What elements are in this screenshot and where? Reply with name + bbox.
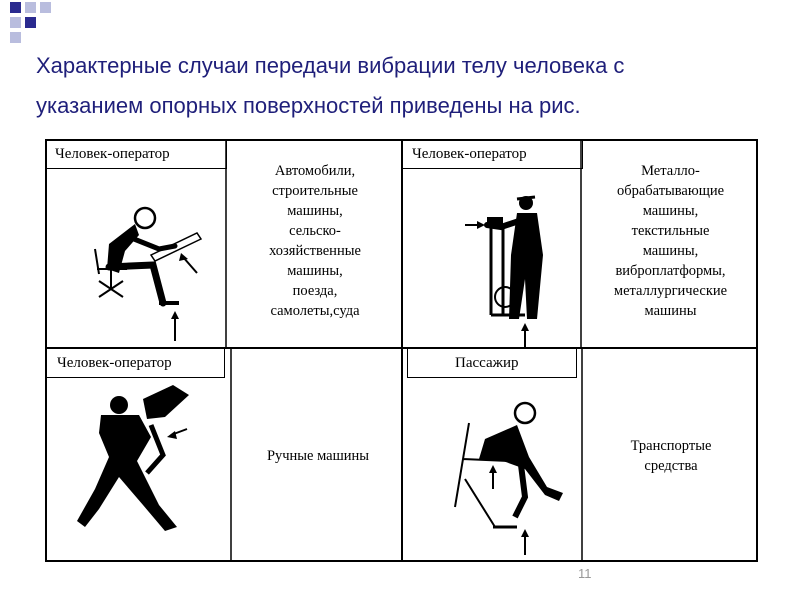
deco-square bbox=[40, 2, 51, 13]
slide-title bbox=[36, 46, 776, 126]
passenger-leg bbox=[515, 465, 525, 517]
deco-square bbox=[25, 2, 36, 13]
operator-head bbox=[135, 208, 155, 228]
tool-bit bbox=[147, 425, 163, 473]
cell-1-header: Человек-оператор bbox=[55, 146, 170, 162]
deco-square bbox=[25, 17, 36, 28]
operator-head bbox=[110, 396, 128, 414]
title-line-2: указанием опорных поверхностей приведены на рис. bbox=[36, 93, 581, 118]
cell-2-description: Металло- обрабатывающие машины, текстильные машины, виброплатформы, металлургические машины bbox=[613, 163, 728, 319]
seated-operator-illustration bbox=[47, 169, 227, 349]
cell-4-header: Пассажир bbox=[455, 355, 519, 371]
cell-2-header: Человек-оператор bbox=[412, 146, 527, 162]
deco-square bbox=[10, 32, 21, 43]
page-number: 11 bbox=[578, 566, 592, 581]
passenger-illustration bbox=[405, 377, 583, 557]
hand-tool-operator-illustration bbox=[47, 377, 231, 557]
corner-decoration bbox=[0, 0, 60, 40]
seat bbox=[97, 269, 127, 297]
deco-square bbox=[10, 17, 21, 28]
hand-tool bbox=[143, 385, 189, 419]
seat-back bbox=[95, 249, 99, 274]
cell-3-header: Человек-оператор bbox=[57, 355, 172, 371]
deco-square bbox=[10, 2, 21, 13]
cell-3-description: Ручные машины bbox=[266, 448, 370, 464]
passenger-head bbox=[515, 403, 535, 423]
cell-4-description: Транспортые средства bbox=[630, 438, 712, 474]
operator-cap bbox=[517, 197, 535, 199]
title-line-1: Характерные случаи передачи вибрации телу человека с bbox=[36, 53, 625, 78]
cell-1-description: Автомобили, строительные машины, сельско- хозяйственные машины, поезда, самолеты,суда bbox=[269, 163, 361, 319]
standing-operator-illustration bbox=[405, 169, 583, 349]
machine-handle bbox=[487, 217, 503, 227]
vibration-figure bbox=[45, 139, 758, 562]
operator-body bbox=[77, 415, 177, 531]
passenger-body bbox=[479, 425, 563, 501]
